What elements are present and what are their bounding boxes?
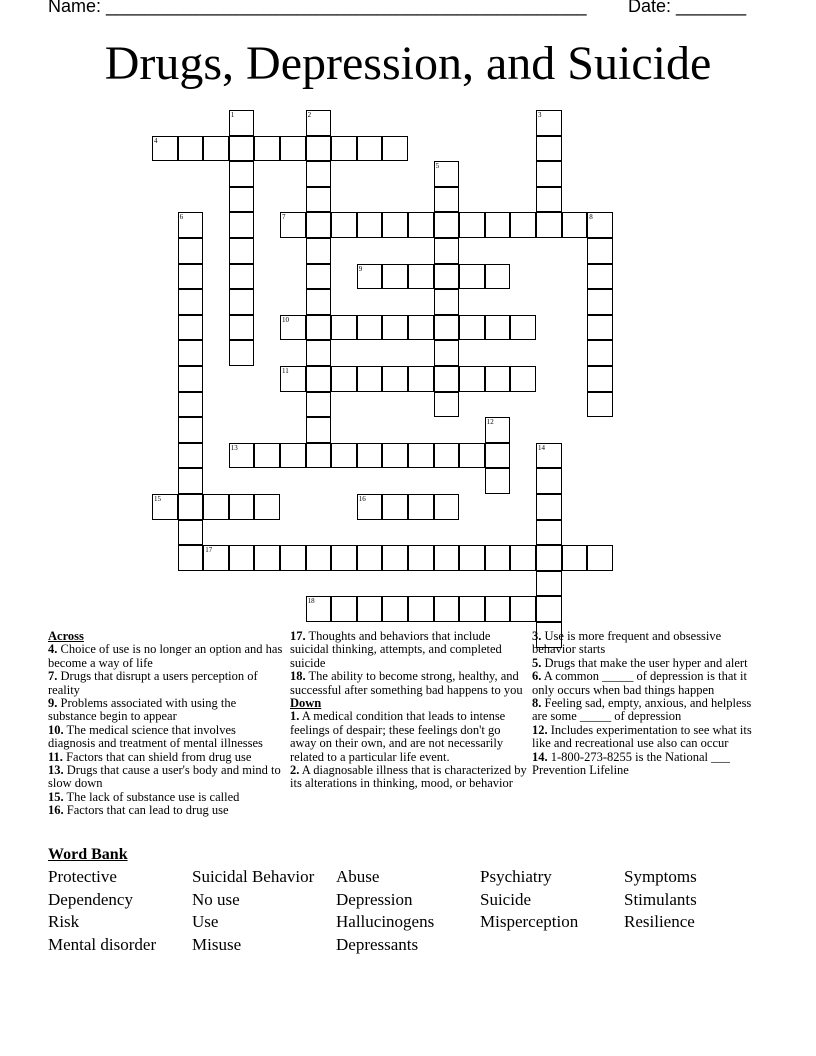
clue-number: 3 <box>538 111 542 119</box>
clue-label: 13. <box>48 763 64 778</box>
clue-label: 9. <box>48 696 58 711</box>
word-bank-item: Abuse <box>336 867 380 886</box>
grid-cell[interactable] <box>229 161 255 187</box>
grid-cell[interactable] <box>587 315 613 341</box>
grid-cell[interactable] <box>382 494 408 520</box>
grid-cell[interactable] <box>408 494 434 520</box>
across-clue <box>48 643 284 670</box>
grid-cell[interactable] <box>434 289 460 315</box>
clue-text: A medical condition that leads to intense feelings of despair; these feelings don't go away on their own, and are not necessarily related to a particular life event. <box>290 709 506 764</box>
clue-label: 15. <box>48 789 64 804</box>
grid-cell[interactable] <box>459 264 485 290</box>
grid-cell[interactable] <box>434 212 460 238</box>
grid-cell[interactable] <box>485 212 511 238</box>
down-clue <box>532 670 766 697</box>
grid-cell[interactable] <box>536 187 562 213</box>
grid-cell[interactable] <box>587 545 613 571</box>
grid-cell[interactable] <box>178 392 204 418</box>
word-bank-column <box>192 866 314 957</box>
grid-cell[interactable] <box>331 545 357 571</box>
down-clue <box>290 710 528 764</box>
grid-cell[interactable] <box>357 315 383 341</box>
grid-cell[interactable] <box>178 494 204 520</box>
grid-cell[interactable] <box>459 366 485 392</box>
clue-number: 6 <box>179 213 184 222</box>
grid-cell[interactable] <box>203 494 229 520</box>
grid-cell[interactable] <box>254 136 280 162</box>
grid-cell[interactable] <box>331 136 357 162</box>
down-clue <box>290 764 528 791</box>
across-clue <box>48 791 284 804</box>
grid-cell[interactable] <box>229 187 255 213</box>
grid-cell[interactable] <box>306 212 332 238</box>
grid-cell[interactable] <box>331 212 357 238</box>
grid-cell[interactable] <box>357 212 383 238</box>
grid-cell[interactable] <box>485 417 511 443</box>
word-bank-column <box>624 866 697 934</box>
clues-column-3 <box>532 630 766 777</box>
clue-label: 1. <box>290 709 300 724</box>
grid-cell[interactable] <box>459 596 485 622</box>
grid-cell[interactable] <box>203 136 229 162</box>
grid-cell[interactable] <box>306 264 332 290</box>
clue-label: 8. <box>532 696 542 711</box>
grid-cell[interactable] <box>408 545 434 571</box>
grid-cell[interactable] <box>178 136 204 162</box>
grid-cell[interactable] <box>382 366 408 392</box>
grid-cell[interactable] <box>434 545 460 571</box>
grid-cell[interactable] <box>459 212 485 238</box>
clue-label: 17. <box>290 629 306 643</box>
word-bank-item: Misuse <box>192 935 242 955</box>
grid-cell[interactable] <box>434 596 460 622</box>
clue-label: 11. <box>48 749 63 764</box>
grid-cell[interactable] <box>587 238 613 264</box>
grid-cell[interactable] <box>408 366 434 392</box>
clue-text: Choice of use is no longer an option and has become a way of life <box>48 642 283 670</box>
grid-cell[interactable] <box>280 366 306 392</box>
grid-cell[interactable] <box>229 340 255 366</box>
clue-label: 16. <box>48 803 64 818</box>
grid-cell[interactable] <box>536 161 562 187</box>
grid-cell[interactable] <box>459 545 485 571</box>
grid-cell[interactable] <box>382 315 408 341</box>
clue-label: 7. <box>48 669 58 684</box>
grid-cell[interactable] <box>536 571 562 597</box>
clue-text: Drugs that cause a user's body and mind to slow down <box>48 763 281 791</box>
grid-cell[interactable] <box>357 443 383 469</box>
grid-cell[interactable] <box>331 366 357 392</box>
grid-cell[interactable] <box>382 443 408 469</box>
clue-number: 16 <box>358 495 366 503</box>
grid-cell[interactable] <box>587 392 613 418</box>
grid-cell[interactable] <box>229 136 255 162</box>
grid-cell[interactable] <box>229 545 255 571</box>
grid-cell[interactable] <box>382 264 408 290</box>
grid-cell[interactable] <box>536 468 562 494</box>
grid-cell[interactable] <box>536 545 562 571</box>
grid-cell[interactable] <box>382 545 408 571</box>
grid-cell[interactable] <box>306 187 332 213</box>
grid-cell[interactable] <box>229 443 255 469</box>
clue-text: Problems associated with using the substance begin to appear <box>48 696 237 724</box>
grid-cell[interactable] <box>306 110 332 136</box>
grid-cell[interactable] <box>178 212 204 238</box>
grid-cell[interactable] <box>510 545 536 571</box>
grid-cell[interactable] <box>178 315 204 341</box>
grid-cell[interactable] <box>178 545 204 571</box>
clue-label: 2. <box>290 763 300 778</box>
grid-cell[interactable] <box>331 596 357 622</box>
word-bank-item: Depressants <box>336 935 419 955</box>
clue-label: 18. <box>290 669 306 684</box>
grid-cell[interactable] <box>229 315 255 341</box>
word-bank-item: Hallucinogens <box>336 912 435 932</box>
word-bank-item: Risk <box>48 912 80 932</box>
word-bank-column <box>480 866 578 934</box>
grid-cell[interactable] <box>459 443 485 469</box>
across-clue <box>48 764 284 791</box>
grid-cell[interactable] <box>178 264 204 290</box>
grid-cell[interactable] <box>434 187 460 213</box>
clue-text: Thoughts and behaviors that include suicidal thinking, attempts, and completed suicide <box>290 629 502 670</box>
grid-cell[interactable] <box>229 212 255 238</box>
grid-cell[interactable] <box>306 238 332 264</box>
down-heading: Down <box>290 696 322 711</box>
word-bank-item: Psychiatry <box>480 867 552 886</box>
clue-number: 1 <box>230 111 235 119</box>
grid-cell[interactable] <box>280 212 306 238</box>
clue-label: 6. <box>532 669 542 684</box>
grid-cell[interactable] <box>434 238 460 264</box>
grid-cell[interactable] <box>434 315 460 341</box>
clue-number: 17 <box>205 546 213 555</box>
clue-text: 1-800-273-8255 is the National ___ Prevention Lifeline <box>532 749 730 778</box>
down-clue <box>532 697 766 724</box>
clue-text: Includes experimentation to see what its like and recreational use also can occur <box>532 722 752 751</box>
grid-cell[interactable] <box>178 443 204 469</box>
grid-cell[interactable] <box>536 596 562 622</box>
grid-cell[interactable] <box>434 443 460 469</box>
grid-cell[interactable] <box>178 366 204 392</box>
grid-cell[interactable] <box>152 136 178 162</box>
clue-text: Drugs that make the user hyper and alert <box>541 655 748 670</box>
clue-text: The medical science that involves diagnosis and treatment of mental illnesses <box>48 722 263 751</box>
clues-column-2 <box>290 630 528 791</box>
grid-cell[interactable] <box>485 443 511 469</box>
grid-cell[interactable] <box>459 315 485 341</box>
grid-cell[interactable] <box>408 596 434 622</box>
grid-cell[interactable] <box>536 110 562 136</box>
grid-cell[interactable] <box>382 596 408 622</box>
grid-cell[interactable] <box>306 161 332 187</box>
grid-cell[interactable] <box>434 366 460 392</box>
clue-text: The ability to become strong, healthy, and successful after something bad happens to you <box>290 669 523 697</box>
grid-cell[interactable] <box>434 392 460 418</box>
grid-cell[interactable] <box>229 238 255 264</box>
grid-cell[interactable] <box>510 315 536 341</box>
grid-cell[interactable] <box>306 340 332 366</box>
across-clue <box>48 804 284 817</box>
grid-cell[interactable] <box>536 212 562 238</box>
grid-cell[interactable] <box>382 212 408 238</box>
grid-cell[interactable] <box>587 212 613 238</box>
grid-cell[interactable] <box>408 264 434 290</box>
word-bank-item: Dependency <box>48 889 133 909</box>
word-bank-column <box>336 866 434 957</box>
word-bank-item: Suicide <box>480 889 531 909</box>
grid-cell[interactable] <box>306 392 332 418</box>
grid-cell[interactable] <box>254 494 280 520</box>
grid-cell[interactable] <box>357 136 383 162</box>
clue-text: Factors that can lead to drug use <box>63 803 229 818</box>
grid-cell[interactable] <box>408 315 434 341</box>
down-clue <box>532 724 766 751</box>
grid-cell[interactable] <box>203 545 229 571</box>
grid-cell[interactable] <box>178 520 204 546</box>
clue-number: 13 <box>230 443 238 452</box>
grid-cell[interactable] <box>562 212 588 238</box>
grid-cell[interactable] <box>434 340 460 366</box>
clue-text: A diagnosable illness that is characterized by its alterations in thinking, mood, or behavior <box>290 763 527 791</box>
clue-label: 5. <box>532 655 542 670</box>
clue-number: 12 <box>486 418 494 427</box>
grid-cell[interactable] <box>382 136 408 162</box>
clue-number: 14 <box>538 443 545 452</box>
grid-cell[interactable] <box>306 289 332 315</box>
word-bank-column <box>48 866 156 957</box>
down-clue <box>532 751 766 778</box>
word-bank-item: Symptoms <box>624 867 697 886</box>
grid-cell[interactable] <box>536 136 562 162</box>
name-field[interactable]: Name: ________________________________________________ <box>48 0 587 16</box>
grid-cell[interactable] <box>306 136 332 162</box>
word-bank-item: Stimulants <box>624 889 697 909</box>
across-clue <box>290 670 528 697</box>
across-clue <box>48 751 284 764</box>
grid-cell[interactable] <box>178 417 204 443</box>
grid-cell[interactable] <box>357 596 383 622</box>
grid-cell[interactable] <box>510 212 536 238</box>
grid-cell[interactable] <box>229 264 255 290</box>
clue-label: 10. <box>48 722 64 737</box>
grid-cell[interactable] <box>152 494 178 520</box>
across-clue <box>48 697 284 724</box>
clue-number: 2 <box>307 111 312 119</box>
across-clue <box>48 724 284 751</box>
down-clue <box>532 630 766 657</box>
grid-cell[interactable] <box>485 264 511 290</box>
grid-cell[interactable] <box>510 596 536 622</box>
word-bank-title: Word Bank <box>48 846 128 863</box>
grid-cell[interactable] <box>254 443 280 469</box>
grid-cell[interactable] <box>331 315 357 341</box>
clue-number: 7 <box>282 213 286 222</box>
date-field[interactable]: Date: _______ <box>628 0 747 16</box>
clue-number: 15 <box>154 495 161 503</box>
grid-cell[interactable] <box>587 366 613 392</box>
page-title: Drugs, Depression, and Suicide <box>104 37 712 90</box>
grid-cell[interactable] <box>178 289 204 315</box>
grid-cell[interactable] <box>229 110 255 136</box>
grid-cell[interactable] <box>536 520 562 546</box>
grid-cell[interactable] <box>178 238 204 264</box>
grid-cell[interactable] <box>587 340 613 366</box>
clue-text: Drugs that disrupt a users perception of reality <box>48 669 258 697</box>
clue-number: 5 <box>435 162 440 171</box>
across-clue <box>290 630 528 670</box>
grid-cell[interactable] <box>280 545 306 571</box>
word-bank-item: Resilience <box>624 912 695 932</box>
grid-cell[interactable] <box>408 212 434 238</box>
clue-label: 14. <box>532 749 548 764</box>
grid-cell[interactable] <box>254 545 280 571</box>
word-bank-item: Misperception <box>480 912 579 932</box>
grid-cell[interactable] <box>434 161 460 187</box>
clue-label: 12. <box>532 722 548 737</box>
grid-cell[interactable] <box>357 366 383 392</box>
clue-number: 9 <box>358 264 363 273</box>
grid-cell[interactable] <box>536 443 562 469</box>
clue-text: Factors that can shield from drug use <box>62 749 252 764</box>
grid-cell[interactable] <box>178 468 204 494</box>
clue-number: 11 <box>282 367 289 375</box>
grid-cell[interactable] <box>229 289 255 315</box>
grid-cell[interactable] <box>485 366 511 392</box>
grid-cell[interactable] <box>229 494 255 520</box>
grid-cell[interactable] <box>306 417 332 443</box>
word-bank-item: Suicidal Behavior <box>192 867 315 886</box>
word-bank-item: No use <box>192 889 240 909</box>
grid-cell[interactable] <box>357 264 383 290</box>
clues-column-1 <box>48 630 284 818</box>
clue-number: 18 <box>307 597 315 606</box>
clue-label: 3. <box>532 629 542 643</box>
grid-cell[interactable] <box>331 443 357 469</box>
grid-cell[interactable] <box>587 264 613 290</box>
down-clue <box>532 657 766 670</box>
word-bank-item: Protective <box>48 867 117 886</box>
clue-label: 4. <box>48 642 58 657</box>
clue-text: Feeling sad, empty, anxious, and helpless are some _____ of depression <box>532 696 752 724</box>
clue-number: 4 <box>154 136 158 145</box>
grid-cell[interactable] <box>408 443 434 469</box>
grid-cell[interactable] <box>280 136 306 162</box>
grid-cell[interactable] <box>485 545 511 571</box>
grid-cell[interactable] <box>357 545 383 571</box>
clue-text: Use is more frequent and obsessive behavior starts <box>532 629 722 657</box>
grid-cell[interactable] <box>485 468 511 494</box>
clue-text: A common _____ of depression is that it only occurs when bad things happen <box>532 669 747 697</box>
across-heading: Across <box>48 629 84 643</box>
grid-cell[interactable] <box>434 494 460 520</box>
across-clue <box>48 670 284 697</box>
word-bank-item: Depression <box>336 889 413 909</box>
grid-cell[interactable] <box>562 545 588 571</box>
grid-cell[interactable] <box>306 596 332 622</box>
grid-cell[interactable] <box>280 443 306 469</box>
grid-cell[interactable] <box>306 315 332 341</box>
grid-cell[interactable] <box>306 443 332 469</box>
grid-cell[interactable] <box>587 289 613 315</box>
clue-number: 10 <box>282 315 289 324</box>
clue-number: 8 <box>589 213 593 222</box>
grid-cell[interactable] <box>306 545 332 571</box>
grid-cell[interactable] <box>178 340 204 366</box>
word-bank-item: Use <box>192 912 219 932</box>
grid-cell[interactable] <box>510 366 536 392</box>
grid-cell[interactable] <box>485 315 511 341</box>
word-bank-item: Mental disorder <box>48 935 157 955</box>
grid-cell[interactable] <box>485 596 511 622</box>
grid-cell[interactable] <box>280 315 306 341</box>
grid-cell[interactable] <box>306 366 332 392</box>
grid-cell[interactable] <box>434 264 460 290</box>
grid-cell[interactable] <box>536 494 562 520</box>
grid-cell[interactable] <box>357 494 383 520</box>
clue-text: The lack of substance use is called <box>63 789 240 804</box>
